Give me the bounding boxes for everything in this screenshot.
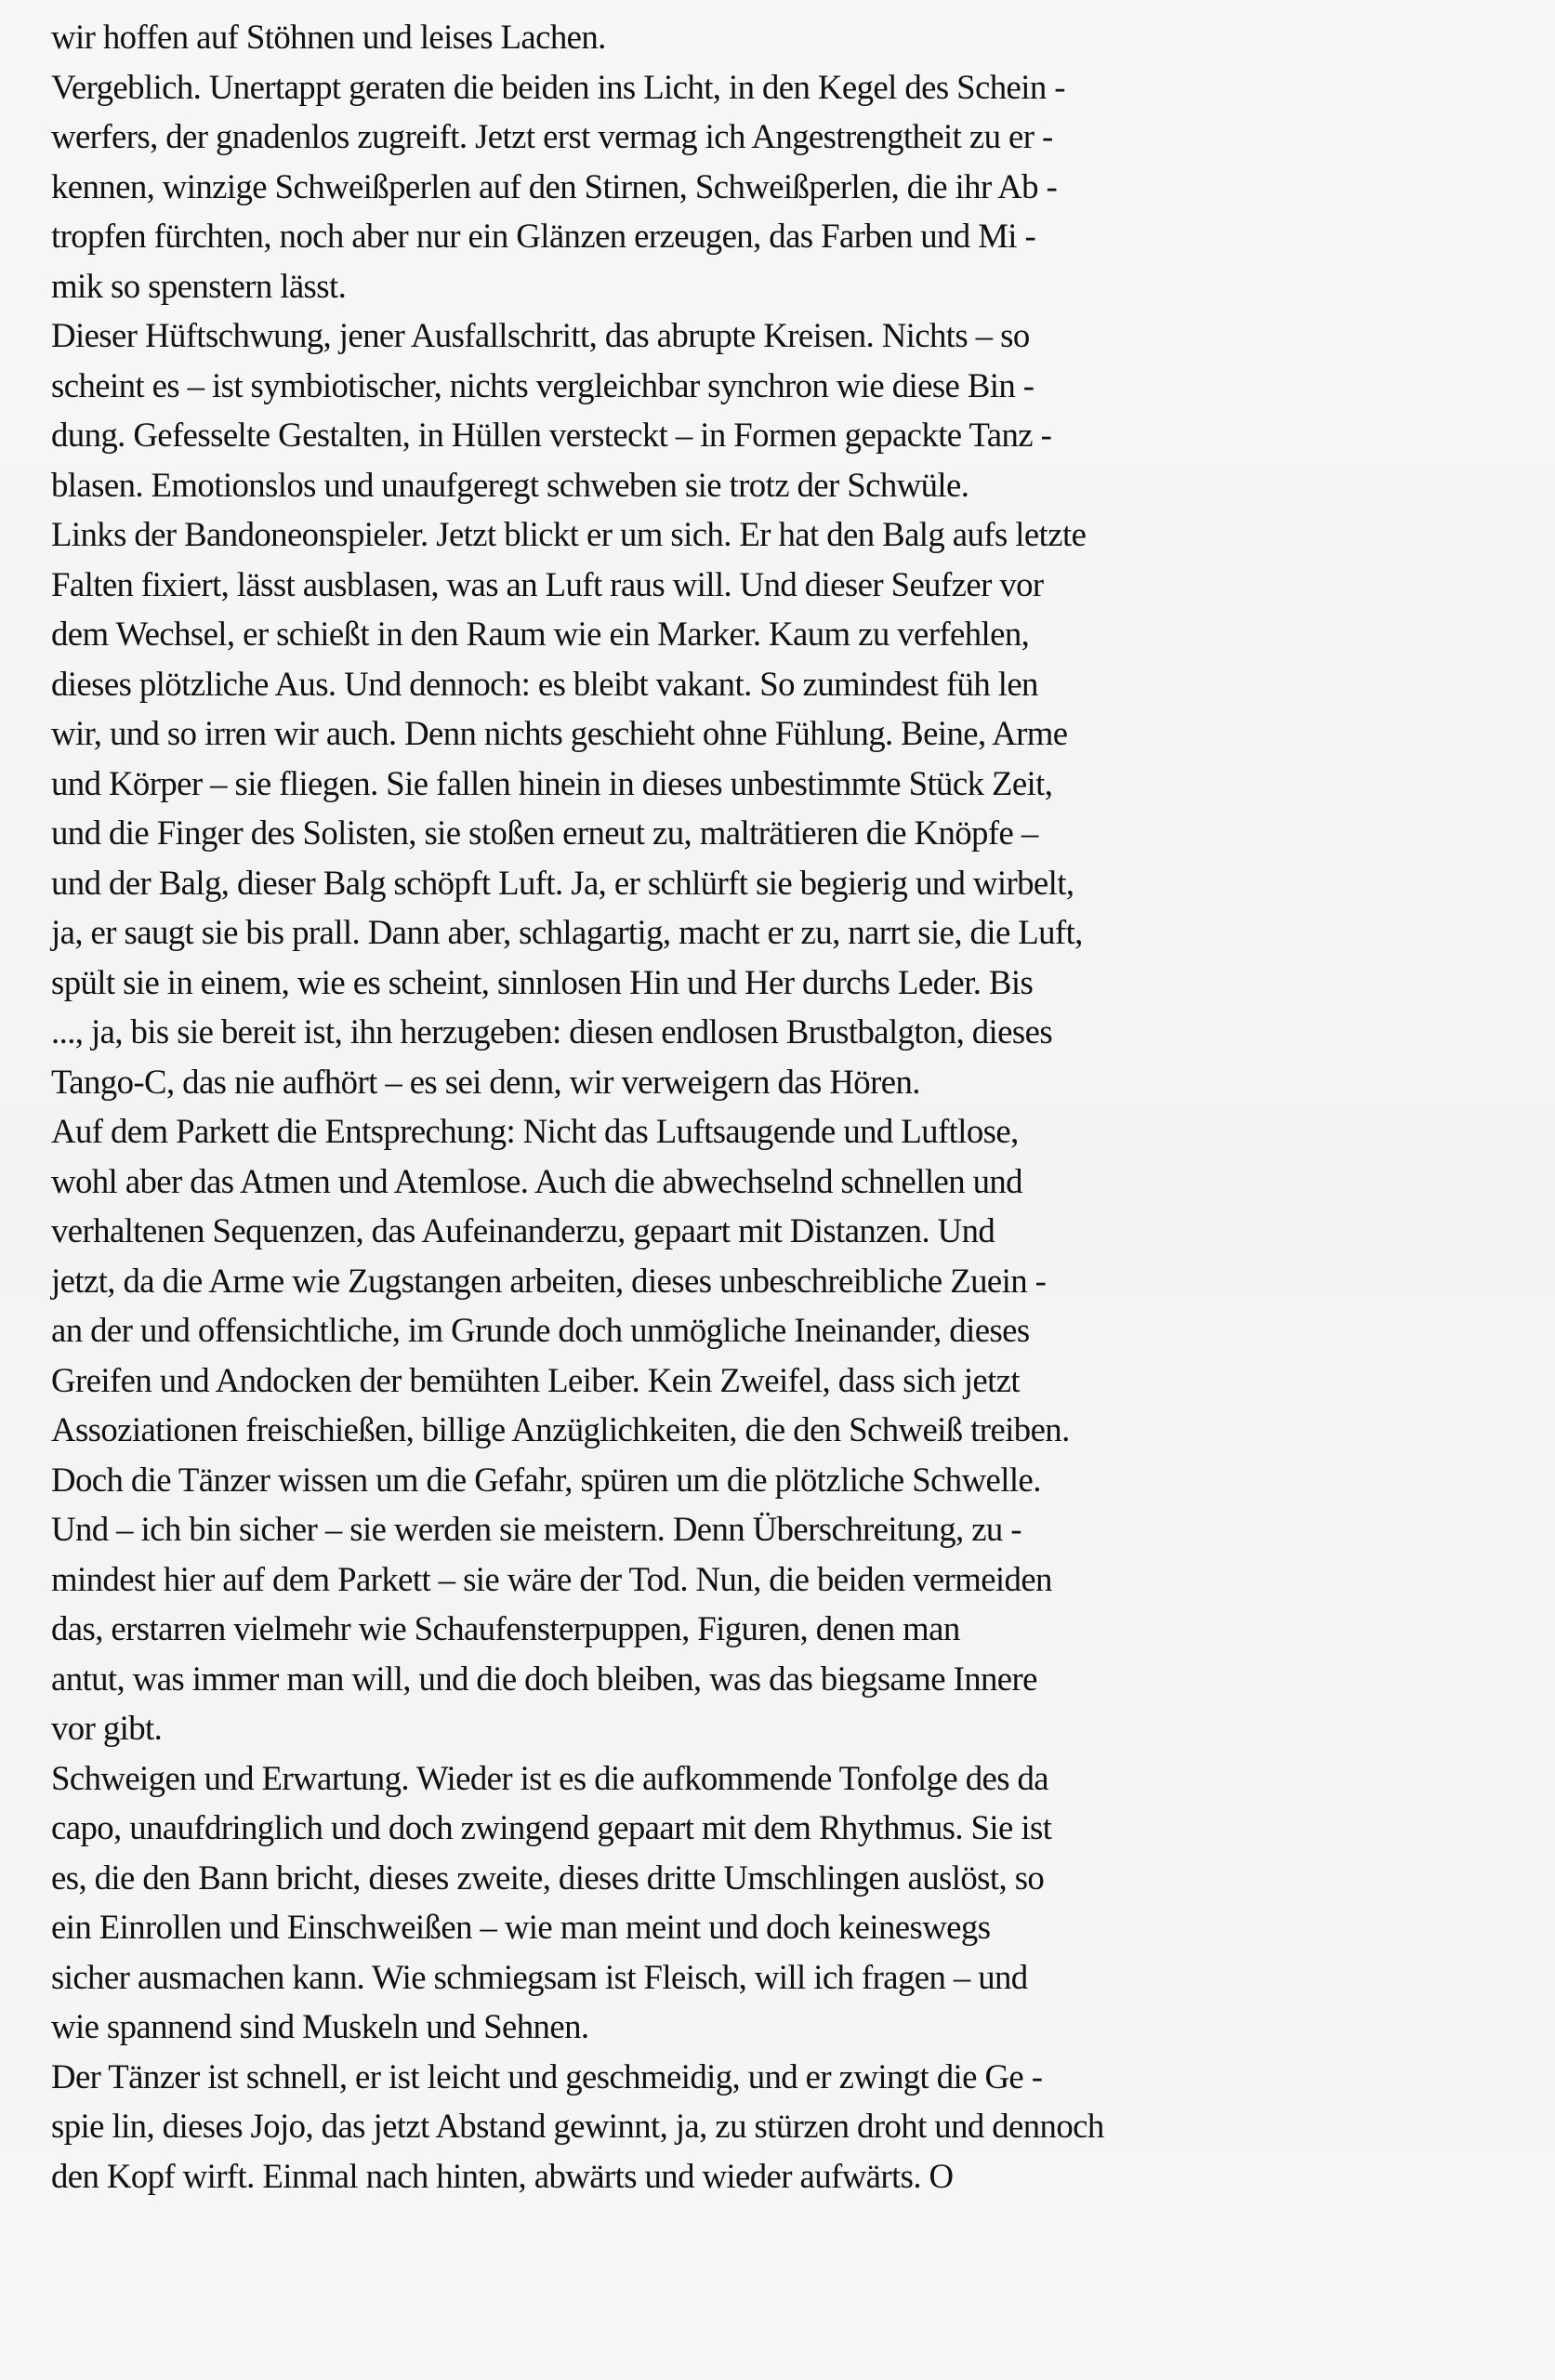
- text-line: Doch die Tänzer wissen um die Gefahr, spüren um die plötzliche Schwelle.: [51, 1461, 1041, 1500]
- text-line: Und – ich bin sicher – sie werden sie meistern. Denn Überschreitung, zu -: [51, 1511, 1021, 1549]
- text-line: ..., ja, bis sie bereit ist, ihn herzugeben: diesen endlosen Brustbalgton, dieses: [51, 1013, 1053, 1051]
- text-line: spült sie in einem, wie es scheint, sinnlosen Hin und Her durchs Leder. Bis: [51, 963, 1034, 1002]
- text-line: und die Finger des Solisten, sie stoßen erneut zu, malträtieren die Knöpfe –: [51, 814, 1038, 853]
- text-line: verhaltenen Sequenzen, das Aufeinanderzu, gepaart mit Distanzen. Und: [51, 1212, 995, 1250]
- text-line: Assoziationen freischießen, billige Anzüglichkeiten, die den Schweiß treiben.: [51, 1411, 1070, 1449]
- text-line: dung. Gefesselte Gestalten, in Hüllen versteckt – in Formen gepackte Tanz -: [51, 416, 1052, 455]
- text-line: das, erstarren vielmehr wie Schaufensterpuppen, Figuren, denen man: [51, 1610, 960, 1648]
- body-text: [51, 13, 1538, 2202]
- text-line: es, die den Bann bricht, dieses zweite, dieses dritte Umschlingen auslöst, so: [51, 1858, 1045, 1897]
- text-line: Greifen und Andocken der bemühten Leiber. Kein Zweifel, dass sich jetzt: [51, 1361, 1021, 1400]
- text-line: mindest hier auf dem Parkett – sie wäre der Tod. Nun, die beiden vermeiden: [51, 1560, 1052, 1599]
- text-line: Falten fixiert, lässt ausblasen, was an Luft raus will. Und dieser Seufzer vor: [51, 565, 1044, 604]
- text-line: blasen. Emotionslos und unaufgeregt schweben sie trotz der Schwüle.: [51, 466, 969, 505]
- text-line: kennen, winzige Schweißperlen auf den Stirnen, Schweißperlen, die ihr Ab -: [51, 167, 1058, 206]
- text-line: Vergeblich. Unertappt geraten die beiden ins Licht, in den Kegel des Schein -: [51, 68, 1065, 107]
- text-line: ja, er saugt sie bis prall. Dann aber, schlagartig, macht er zu, narrt sie, die Luft,: [51, 914, 1083, 952]
- text-line: werfers, der gnadenlos zugreift. Jetzt erst vermag ich Angestrengtheit zu er -: [51, 118, 1053, 156]
- text-line: Tango-C, das nie aufhört – es sei denn, wir verweigern das Hören.: [51, 1063, 920, 1102]
- text-line: wie spannend sind Muskeln und Sehnen.: [51, 2008, 589, 2046]
- text-line: sicher ausmachen kann. Wie schmiegsam ist Fleisch, will ich fragen – und: [51, 1958, 1028, 1997]
- text-line: und Körper – sie fliegen. Sie fallen hinein in dieses unbestimmte Stück Zeit,: [51, 764, 1053, 803]
- text-line: wohl aber das Atmen und Atemlose. Auch die abwechselnd schnellen und: [51, 1162, 1022, 1201]
- text-line: dieses plötzliche Aus. Und dennoch: es bleibt vakant. So zumindest füh len: [51, 665, 1038, 704]
- text-line: den Kopf wirft. Einmal nach hinten, abwärts und wieder aufwärts. O: [51, 2157, 954, 2196]
- text-line: Schweigen und Erwartung. Wieder ist es die aufkommende Tonfolge des da: [51, 1759, 1049, 1798]
- text-line: tropfen fürchten, noch aber nur ein Glänzen erzeugen, das Farben und Mi -: [51, 218, 1036, 256]
- text-line: jetzt, da die Arme wie Zugstangen arbeiten, dieses unbeschreibliche Zuein -: [51, 1262, 1047, 1301]
- text-line: capo, unaufdringlich und doch zwingend gepaart mit dem Rhythmus. Sie ist: [51, 1809, 1052, 1847]
- text-line: wir, und so irren wir auch. Denn nichts geschieht ohne Fühlung. Beine, Arme: [51, 715, 1068, 753]
- text-line: dem Wechsel, er schießt in den Raum wie ein Marker. Kaum zu verfehlen,: [51, 615, 1030, 654]
- text-line: Der Tänzer ist schnell, er ist leicht und geschmeidig, und er zwingt die Ge -: [51, 2057, 1043, 2096]
- text-line: vor gibt.: [51, 1710, 163, 1748]
- text-line: Links der Bandoneonspieler. Jetzt blickt er um sich. Er hat den Balg aufs letzte: [51, 516, 1087, 554]
- text-line: mik so spenstern lässt.: [51, 267, 347, 306]
- text-line: Auf dem Parkett die Entsprechung: Nicht das Luftsaugende und Luftlose,: [51, 1113, 1019, 1151]
- text-line: Dieser Hüftschwung, jener Ausfallschritt, das abrupte Kreisen. Nichts – so: [51, 317, 1030, 355]
- text-line: scheint es – ist symbiotischer, nichts vergleichbar synchron wie diese Bin -: [51, 366, 1034, 405]
- text-line: wir hoffen auf Stöhnen und leises Lachen.: [51, 19, 606, 57]
- text-line: spie lin, dieses Jojo, das jetzt Abstand gewinnt, ja, zu stürzen droht und dennoch: [51, 2108, 1104, 2146]
- text-line: antut, was immer man will, und die doch bleiben, was das biegsame Innere: [51, 1659, 1037, 1699]
- text-line: ein Einrollen und Einschweißen – wie man meint und doch keineswegs: [51, 1909, 991, 1947]
- text-line: und der Balg, dieser Balg schöpft Luft. Ja, er schlürft sie begierig und wirbelt,: [51, 864, 1074, 903]
- text-line: an der und offensichtliche, im Grunde doch unmögliche Ineinander, dieses: [51, 1312, 1030, 1350]
